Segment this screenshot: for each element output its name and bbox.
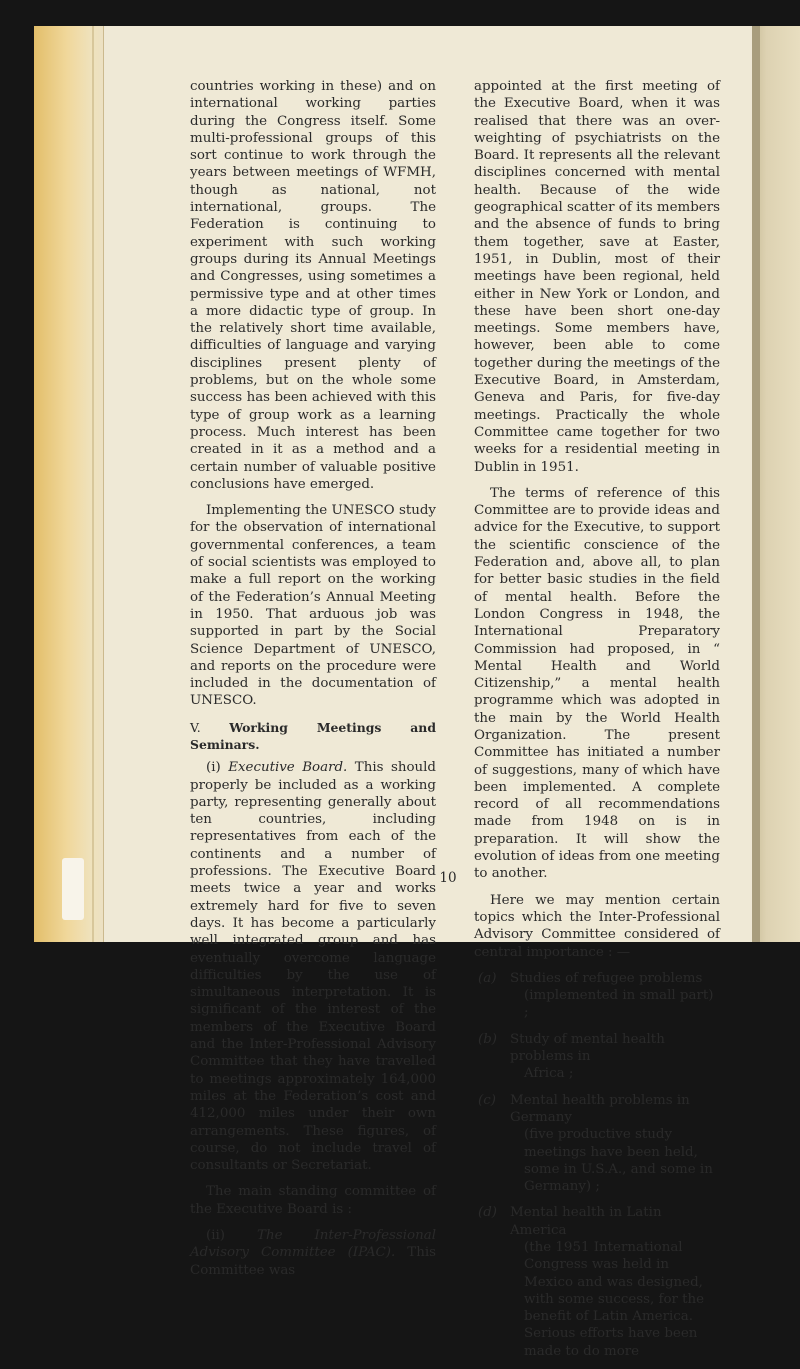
binding-line (92, 26, 94, 942)
list-item-text: Studies of refugee problems (510, 970, 703, 986)
section-number: V. (190, 719, 201, 735)
list-item-continuation: (implemented in small part) ; (524, 988, 714, 1021)
right-paragraph-1: appointed at the first meeting of the Executive Board, when it was realised that there was an over-weighting of psychiatrists on the Board. It represents all the relevant disciplines concerned with mental health. Because of the wide geographical scatter of its members and the absence of funds to bring them together, save at Easter, 1951, in Dublin, most of their meetings have been regional, held either in New York or London, and these have been short one-day meetings. Some members have, however, been able to come together during the meetings of the Executive Board, in Amsterdam, Geneva and Paris, for five-day meetings. Practically the whole Committee came together for two weeks for a residential meeting in Dublin in 1951. (474, 79, 720, 475)
list-item-continuation: Africa ; (524, 1066, 574, 1082)
list-item-continuation: (five productive study meetings have been held, some in U.S.A., and some in Germany) ; (524, 1127, 713, 1195)
item-number: (ii) (206, 1228, 226, 1243)
left-page-edge (34, 26, 106, 942)
list-item-continuation: (the 1951 International Congress was held in Mexico and was designed, with some success, for the benefit of Latin America. Serious efforts have been made to do more (524, 1240, 705, 1359)
list-item (474, 1031, 720, 1083)
list-item (474, 970, 720, 1022)
item-number: (i) (206, 760, 221, 776)
list-item-label: (d) (478, 1205, 498, 1221)
ipac-paragraph (190, 1227, 436, 1279)
section-heading (190, 719, 436, 754)
standing-committee-paragraph: The main standing committee of the Executive Board is : (190, 1184, 436, 1217)
list-item-label: (a) (478, 970, 497, 986)
item-title: The Inter-Professional Advisory Committee (190, 1228, 436, 1261)
right-paragraph-3: Here we may mention certain topics which the Inter-Professional Advisory Committee considered of central importance : — (474, 892, 720, 960)
gutter-shadow (752, 26, 760, 942)
right-paragraph-2: The terms of reference of this Committee are to provide ideas and advice for the Executive, to support the scientific conscience of the Federation and, above all, to plan for better basic studies in the field of mental health. Before the London Congress in 1948, the International Preparatory Commission had proposed, in “ Mental Health and World Citizenship,” a mental health programme which was adopted in the main by the World Health Organization. The present Committee has initiated a number of suggestions, many of which have been implemented. A complete record of all recommendations made from 1948 on is in preparation. It will show the evolution of ideas from one meeting to another. (474, 485, 720, 882)
list-item (474, 1204, 720, 1360)
list-item (474, 1092, 720, 1196)
list-item-label: (c) (478, 1092, 496, 1108)
list-item-label: (b) (478, 1031, 498, 1047)
item-body: This should properly be included as a working party, representing generally about ten countries, including representatives from each of the continents and a number of professions. The Executive Board meets twice a year and works extremely hard for five to seven days. It has become a particularly well integrated group and has eventually overcome language difficulties by the use of simultaneous interpretation. It is significant of the interest of the members of the Executive Board and the Inter-Professional Advisory Committee that they have travelled to meetings approximately 164,000 miles at the Federation’s cost and 412,000 miles under their own arrangements. These figures, of course, do not include travel of consultants or Secretariat. (190, 760, 436, 1174)
page-number: 10 (439, 870, 457, 886)
paper-tab (62, 858, 84, 920)
executive-board-paragraph (190, 759, 436, 1174)
list-item-text: Mental health problems in Germany (510, 1092, 690, 1125)
item-title: Executive Board. (228, 760, 348, 776)
right-column (474, 78, 720, 1369)
left-column (190, 78, 436, 1288)
list-item-text: Study of mental health problems in (510, 1031, 665, 1065)
list-item-text: Mental health in Latin America (510, 1205, 662, 1238)
left-paragraph-1: countries working in these) and on international working parties during the Congress itself. Some multi-professional groups of this sort continue to work through the years between meetings of WFMH, though as national, not international, groups. The Federation is continuing to experiment with such working groups during its Annual Meetings and Congresses, using sometimes a permissive type and at other times a more didactic type of group. In the relatively short time available, difficulties of language and varying disciplines present plenty of problems, but on the whole some success has been achieved with this type of group work as a learning process. Much interest has been created in it as a method and a certain number of valuable positive conclusions have emerged. (190, 79, 436, 492)
section-title: Working Meetings and Seminars. (190, 719, 436, 752)
item-abbreviation: (IPAC). (347, 1245, 396, 1261)
left-paragraph-2: Implementing the UNESCO study for the observation of international governmental conferences, a team of social scientists was employed to make a full report on the working of the Federation’s Annual Meeting in 1950. That arduous job was supported in part by the Social Science Department of UNESCO, and reports on the procedure were included in the documentation of UNESCO. (190, 503, 436, 709)
item-body: This Committee was (190, 1245, 436, 1278)
